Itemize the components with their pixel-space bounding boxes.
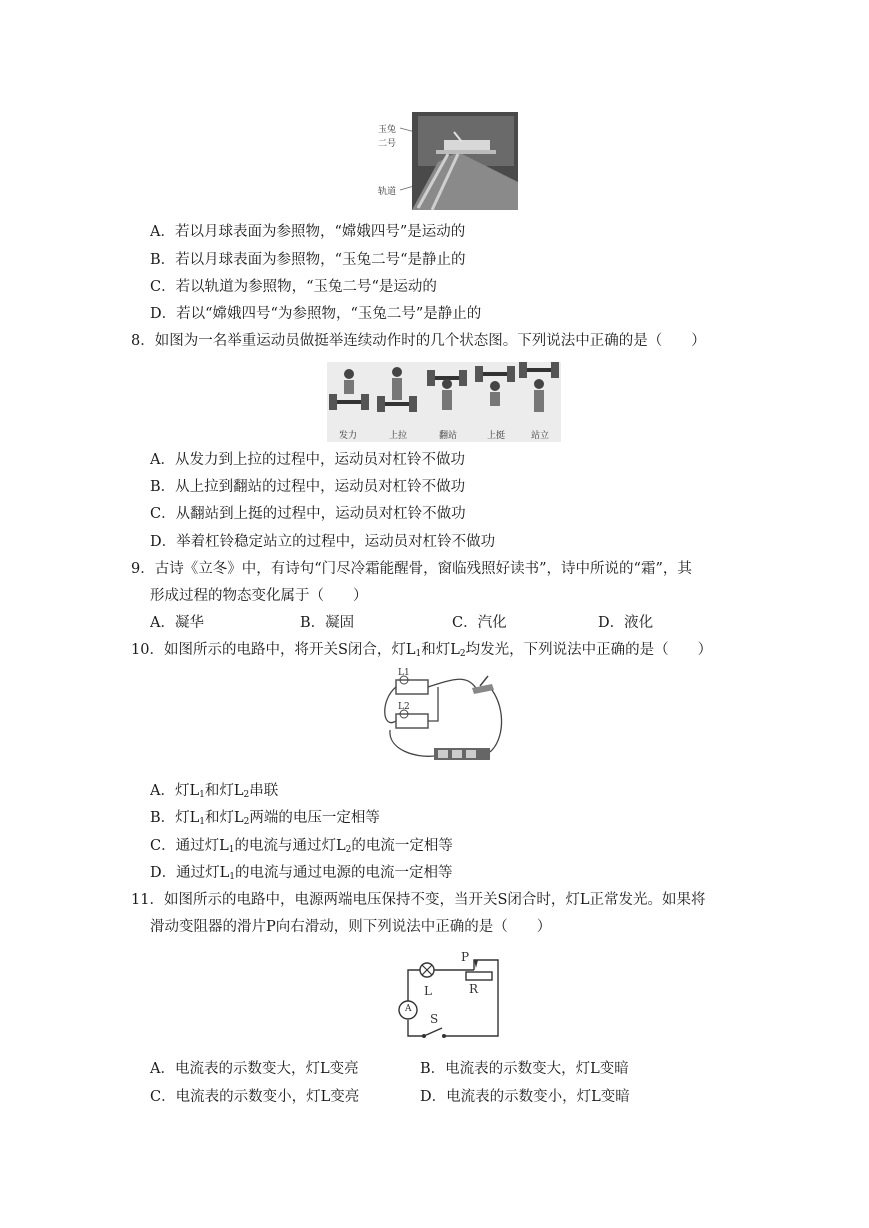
weightlifting-figure xyxy=(327,362,561,442)
rover-label-3: 轨道 xyxy=(378,187,397,197)
circuit-label-l2: L2 xyxy=(398,702,410,712)
q7-option-a: A．若以月球表面为参照物，“嫦娥四号”是运动的 xyxy=(150,224,466,240)
q8-option-c: C．从翻站到上挺的过程中，运动员对杠铃不做功 xyxy=(150,506,466,522)
q10-stem-part-a: 10．如图所示的电路中，将开关S闭合，灯L xyxy=(131,642,416,658)
q10-option-c xyxy=(150,836,453,856)
q10-optA-sub1: 1 xyxy=(199,790,205,800)
q10-stem-part-c: 均发光，下列说法中正确的是（ ） xyxy=(465,642,713,658)
q10-stem xyxy=(131,640,712,660)
lift-caption-2: 上拉 xyxy=(389,431,408,441)
q8-option-d: D．举着杠铃稳定站立的过程中，运动员对杠铃不做功 xyxy=(150,534,496,550)
q10-option-d xyxy=(150,863,453,883)
q11-option-d: D．电流表的示数变小，灯L变暗 xyxy=(420,1089,630,1105)
q7-option-c: C．若以轨道为参照物，“玉兔二号“是运动的 xyxy=(150,279,437,295)
q10-optC-sub1: 1 xyxy=(228,845,235,855)
rheostat-label-r: R xyxy=(469,982,479,996)
q10-optD-a: D．通过灯L xyxy=(150,865,230,881)
q10-stem-sub1: 1 xyxy=(415,649,422,659)
q10-optA-a: A．灯L xyxy=(150,783,200,799)
q10-optC-c: 的电流一定相等 xyxy=(351,838,453,854)
q8-option-a: A．从发力到上拉的过程中，运动员对杠铃不做功 xyxy=(150,452,465,468)
q10-optD-sub1: 1 xyxy=(229,872,235,882)
q9-stem-line2: 形成过程的物态变化属于（ ） xyxy=(150,588,368,604)
lift-caption-1: 发力 xyxy=(339,431,358,441)
q9-option-c: C．汽化 xyxy=(452,615,507,631)
q10-optA-b: 和灯L xyxy=(204,783,244,799)
q10-optB-sub1: 1 xyxy=(199,817,206,827)
q11-option-a: A．电流表的示数变大，灯L变亮 xyxy=(150,1061,359,1077)
q8-stem: 8．如图为一名举重运动员做挺举连续动作时的几个状态图。下列说法中正确的是（ ） xyxy=(131,333,706,349)
q10-optA-c: 串联 xyxy=(249,783,279,799)
q10-optC-b: 的电流与通过灯L xyxy=(234,838,346,854)
q9-option-d: D．液化 xyxy=(598,615,654,631)
q10-optC-a: C．通过灯L xyxy=(150,838,229,854)
q9-option-a: A．凝华 xyxy=(150,615,204,631)
q11-option-b: B．电流表的示数变大，灯L变暗 xyxy=(420,1061,629,1077)
circuit-label-l1: L1 xyxy=(398,668,410,678)
rheostat-label-s: S xyxy=(430,1012,439,1026)
q7-option-b: B．若以月球表面为参照物，“玉兔二号“是静止的 xyxy=(150,252,466,268)
q10-option-b xyxy=(150,808,380,828)
lift-caption-5: 站立 xyxy=(531,431,550,441)
q10-optD-b: 的电流与通过电源的电流一定相等 xyxy=(235,865,453,881)
lift-caption-3: 翻站 xyxy=(439,431,458,441)
q11-stem-line1: 11．如图所示的电路中，电源两端电压保持不变，当开关S闭合时，灯L正常发光。如果将 xyxy=(131,892,706,908)
rheostat-label-a: A xyxy=(405,1004,412,1014)
q11-option-c: C．电流表的示数变小，灯L变亮 xyxy=(150,1089,360,1105)
rheostat-circuit-figure xyxy=(394,952,500,1042)
q10-stem-sub2: 2 xyxy=(459,649,466,659)
q10-optC-sub2: 2 xyxy=(345,845,352,855)
rheostat-label-p: P xyxy=(461,950,470,964)
q10-optB-a: B．灯L xyxy=(150,810,200,826)
q9-option-b: B．凝固 xyxy=(300,615,355,631)
rover-photo xyxy=(378,112,518,210)
rover-label-1: 玉兔 xyxy=(378,125,397,135)
q10-optB-b: 和灯L xyxy=(205,810,244,826)
q10-option-a xyxy=(150,781,278,801)
rover-label-2: 二号 xyxy=(378,139,397,149)
q10-optB-sub2: 2 xyxy=(243,817,250,827)
q9-stem-line1: 9．古诗《立冬》中，有诗句“门尽冷霜能醒骨，窗临残照好读书”，诗中所说的“霜”，其 xyxy=(131,561,692,577)
lift-caption-4: 上挺 xyxy=(487,431,506,441)
q10-optA-sub2: 2 xyxy=(243,790,250,800)
q10-stem-part-b: 和灯L xyxy=(421,642,460,658)
q11-stem-line2: 滑动变阻器的滑片P向右滑动，则下列说法中正确的是（ ） xyxy=(150,919,552,935)
q10-optB-c: 两端的电压一定相等 xyxy=(249,810,380,826)
rover-figure xyxy=(378,112,518,210)
rheostat-label-l: L xyxy=(424,984,432,998)
q7-option-d: D．若以“嫦娥四号“为参照物，“玉兔二号”是静止的 xyxy=(150,306,482,322)
parallel-circuit-figure xyxy=(376,670,508,770)
q8-option-b: B．从上拉到翻站的过程中，运动员对杠铃不做功 xyxy=(150,479,466,495)
